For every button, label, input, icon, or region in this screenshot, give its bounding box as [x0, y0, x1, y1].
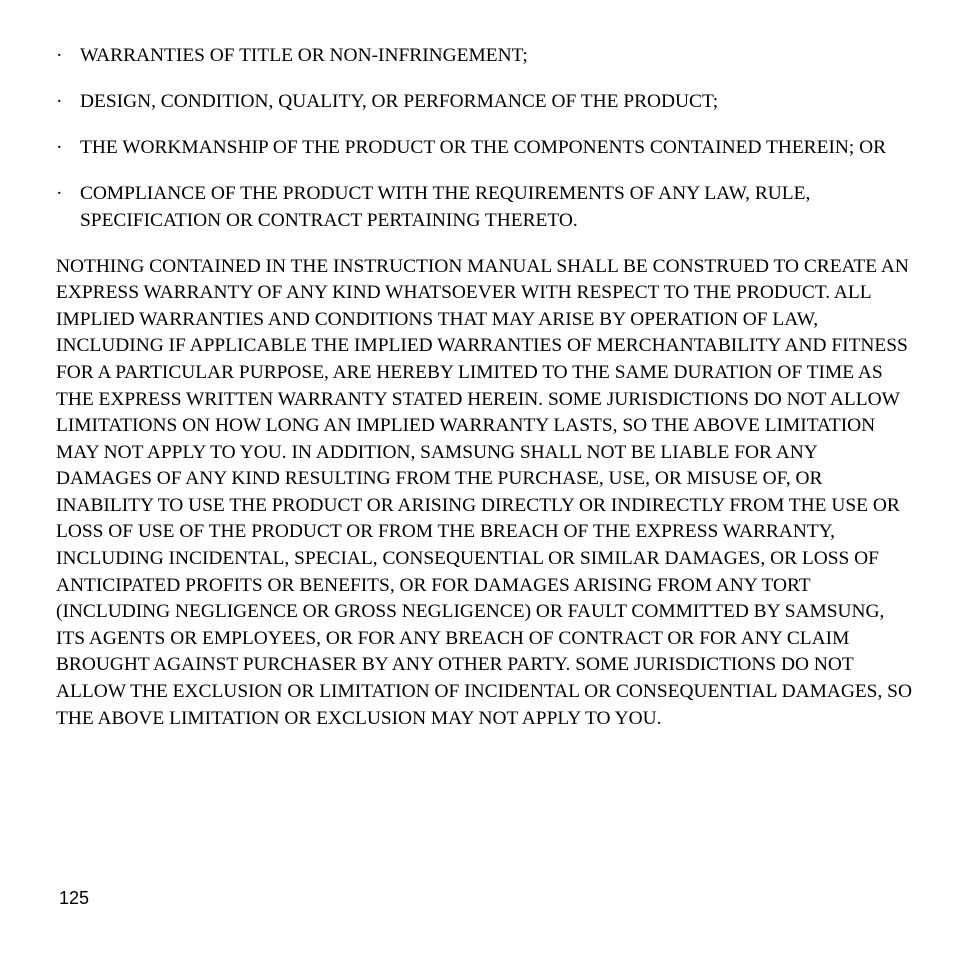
page-number: 125 [59, 888, 90, 908]
bullet-text: DESIGN, CONDITION, QUALITY, OR PERFORMANCE OF THE PRODUCT; [80, 90, 719, 112]
disclaimer-paragraph: NOTHING CONTAINED IN THE INSTRUCTION MANUAL SHALL BE CONSTRUED TO CREATE AN EXPRESS WARRANTY OF ANY KIND WHATSOEVER WITH RESPECT TO THE PRODUCT. ALL IMPLIED WARRANTIES AND CONDITIONS THAT MAY ARISE BY OPERATION OF LAW, INCLUDING IF APPLICABLE THE IMPLIED WARRANTIES OF MERCHANTABILITY AND FITNESS FOR A PARTICULAR PURPOSE, ARE HEREBY LIMITED TO THE SAME DURATION OF TIME AS THE EXPRESS WRITTEN WARRANTY STATED HEREIN. SOME JURISDICTIONS DO NOT ALLOW LIMITATIONS ON HOW LONG AN IMPLIED WARRANTY LASTS, SO THE ABOVE LIMITATION MAY NOT APPLY TO YOU. IN ADDITION, SAMSUNG SHALL NOT BE LIABLE FOR ANY DAMAGES OF ANY KIND RESULTING FROM THE PURCHASE, USE, OR MISUSE OF, OR INABILITY TO USE THE PRODUCT OR ARISING DIRECTLY OR INDIRECTLY FROM THE USE OR LOSS OF USE OF THE PRODUCT OR FROM THE BREACH OF THE EXPRESS WARRANTY, INCLUDING INCIDENTAL, SPECIAL, CONSEQUENTIAL OR SIMILAR DAMAGES, OR LOSS OF ANTICIPATED PROFITS OR BENEFITS, OR FOR DAMAGES ARISING FROM ANY TORT (INCLUDING NEGLIGENCE OR GROSS NEGLIGENCE) OR FAULT COMMITTED BY SAMSUNG, ITS AGENTS OR EMPLOYEES, OR FOR ANY BREACH OF CONTRACT OR FOR ANY CLAIM BROUGHT AGAINST PURCHASER BY ANY OTHER PARTY. SOME JURISDICTIONS DO NOT ALLOW THE EXCLUSION OR LIMITATION OF INCIDENTAL OR CONSEQUENTIAL DAMAGES, SO THE ABOVE LIMITATION OR EXCLUSION MAY NOT APPLY TO YOU. [56, 255, 912, 729]
bullet-item [56, 181, 912, 234]
bullet-item [56, 89, 912, 116]
bullet-text: COMPLIANCE OF THE PRODUCT WITH THE REQUIREMENTS OF ANY LAW, RULE, SPECIFICATION OR CONTRACT PERTAINING THERETO. [80, 182, 811, 231]
bullet-dot-icon: · [56, 182, 63, 204]
bullet-item [56, 43, 912, 70]
bullet-dot-icon: · [56, 90, 63, 112]
bullet-text: WARRANTIES OF TITLE OR NON-INFRINGEMENT; [80, 45, 528, 66]
bullet-dot-icon: · [56, 45, 63, 66]
bullet-item [56, 135, 912, 162]
document-page [56, 43, 912, 732]
bullet-dot-icon: · [56, 136, 63, 158]
bullet-text: THE WORKMANSHIP OF THE PRODUCT OR THE COMPONENTS CONTAINED THEREIN; OR [80, 136, 887, 158]
